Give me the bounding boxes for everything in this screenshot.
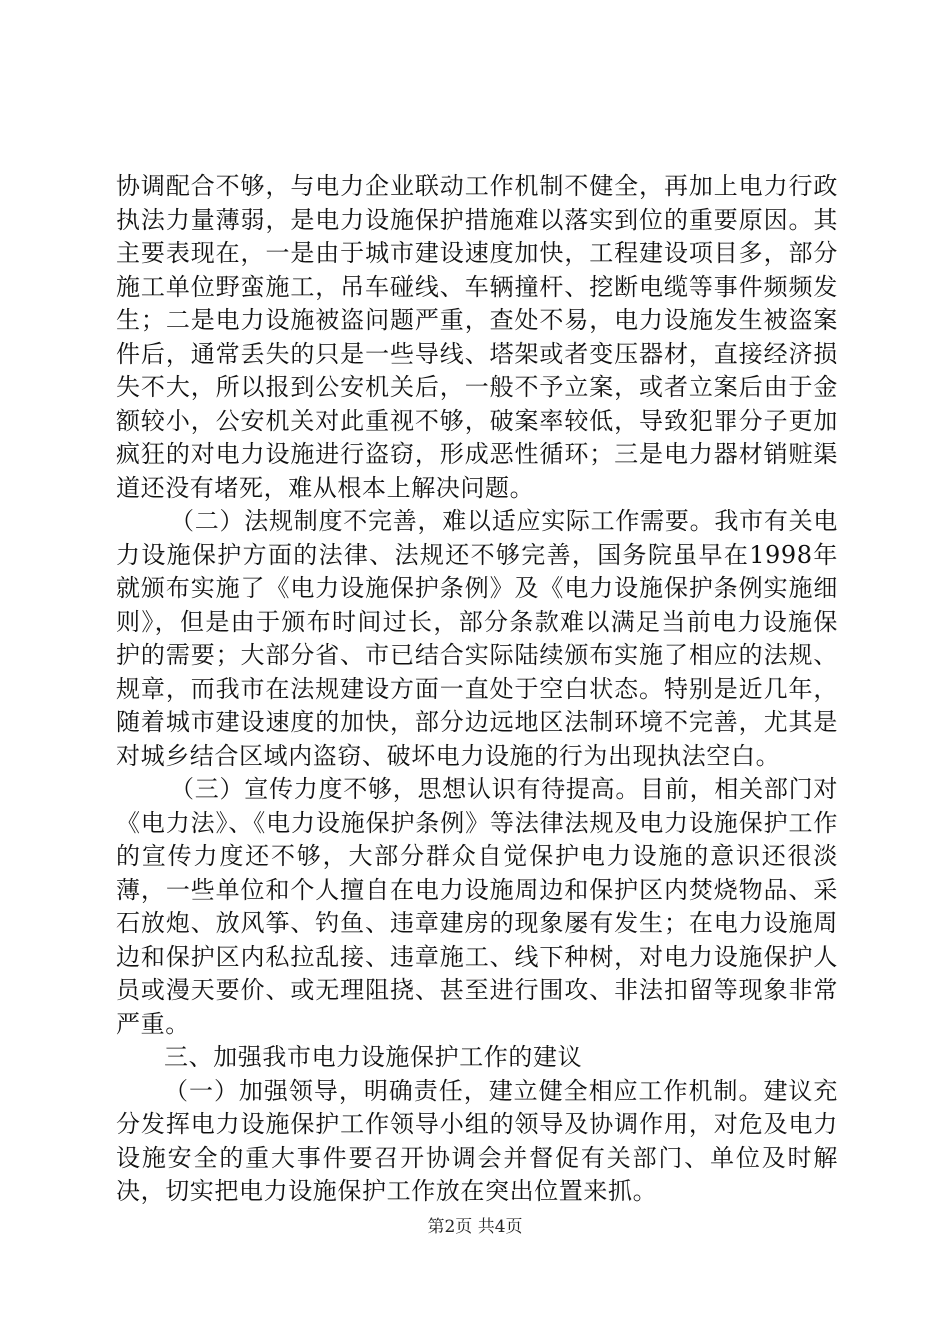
paragraph-section-3-1: （一）加强领导，明确责任，建立健全相应工作机制。建议充分发挥电力设施保护工作领导小组的领导及协调作用，对危及电力设施安全的重大事件要召开协调会并督促有关部门、单位及时解决，切实把电力设施保护工作放在突出位置来抓。 [116, 1076, 838, 1205]
document-body [116, 170, 838, 1209]
page-number: 第2页 共4页 [427, 1217, 523, 1237]
paragraph-section-2-3: （三）宣传力度不够，思想认识有待提高。目前，相关部门对《电力法》、《电力设施保护条例》等法律法规及电力设施保护工作的宣传力度还不够，大部分群众自觉保护电力设施的意识还很淡薄，一些单位和个人擅自在电力设施周边和保护区内焚烧物品、采石放炮、放风筝、钓鱼、违章建房的现象屡有发生；在电力设施周边和保护区内私拉乱接、违章施工、线下种树，对电力设施保护人员或漫天要价、或无理阻挠、甚至进行围攻、非法扣留等现象非常严重。 [116, 775, 838, 1038]
paragraph-continuation: 协调配合不够，与电力企业联动工作机制不健全，再加上电力行政执法力量薄弱，是电力设施保护措施难以落实到位的重要原因。其主要表现在，一是由于城市建设速度加快，工程建设项目多，部分施工单位野蛮施工，吊车碰线、车辆撞杆、挖断电缆等事件频频发生；二是电力设施被盗问题严重，查处不易，电力设施发生被盗案件后，通常丢失的只是一些导线、塔架或者变压器材，直接经济损失不大，所以报到公安机关后，一般不予立案，或者立案后由于金额较小，公安机关对此重视不够，破案率较低，导致犯罪分子更加疯狂的对电力设施进行盗窃，形成恶性循环；三是电力器材销赃渠道还没有堵死，难从根本上解决问题。 [116, 172, 838, 502]
section-heading-3: 三、加强我市电力设施保护工作的建议 [164, 1043, 583, 1071]
page-footer [0, 1216, 950, 1238]
paragraph-section-2-2: （二）法规制度不完善，难以适应实际工作需要。我市有关电力设施保护方面的法律、法规还不够完善，国务院虽早在1998年就颁布实施了《电力设施保护条例》及《电力设施保护条例实施细则》，但是由于颁布时间过长，部分条款难以满足当前电力设施保护的需要；大部分省、市已结合实际陆续颁布实施了相应的法规、规章，而我市在法规建设方面一直处于空白状态。特别是近几年，随着城市建设速度的加快，部分边远地区法制环境不完善，尤其是对城乡结合区域内盗窃、破坏电力设施的行为出现执法空白。 [116, 507, 838, 770]
